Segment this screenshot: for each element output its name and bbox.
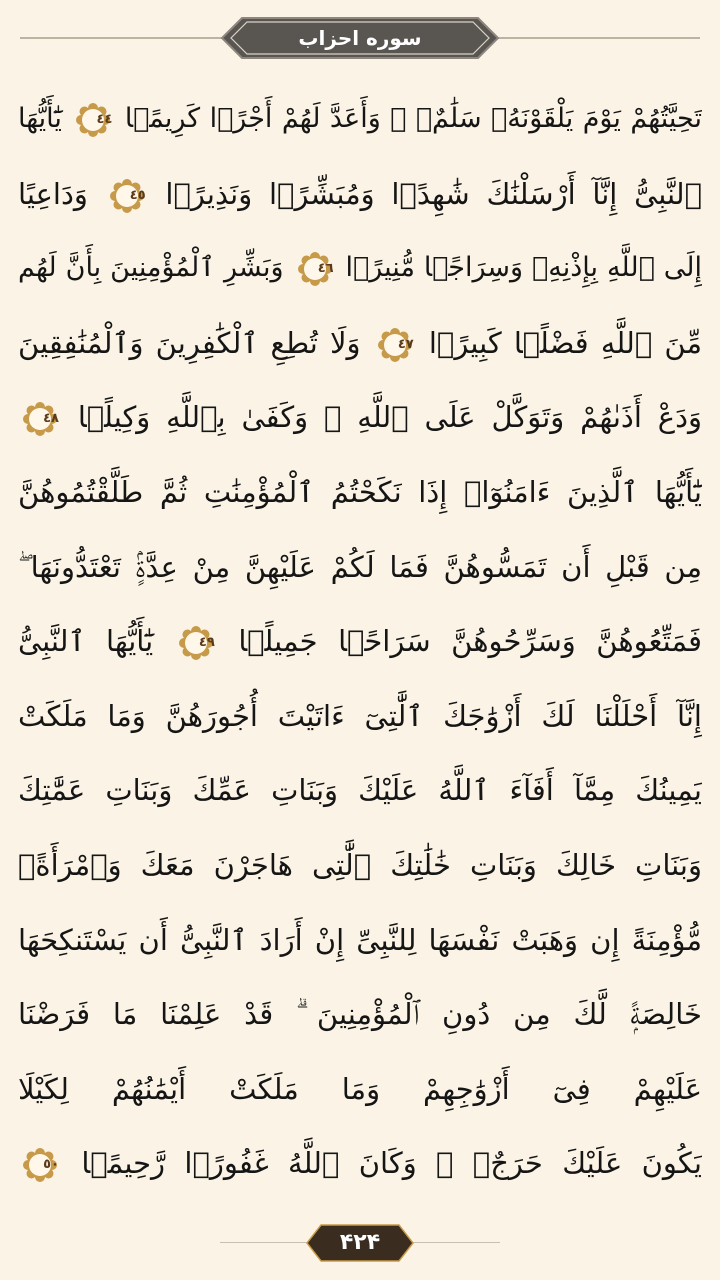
verse-text: يَٰٓأَيُّهَا [18,103,62,134]
verse-text: يَمِينُكَ مِمَّآ أَفَآءَ ٱللَّهُ عَلَيْكَ وَبَنَاتِ عَمِّكَ وَبَنَاتِ عَمَّٰتِكَ [18,773,702,808]
verse-text: إِنَّآ أَحْلَلْنَا لَكَ أَزْوَٰجَكَ ٱلَّٰتِىٓ ءَاتَيْتَ أُجُورَهُنَّ وَمَا مَلَكَتْ [18,698,702,733]
verse-text: يَكُونَ عَلَيْكَ حَرَجٌۭ ۗ وَكَانَ ٱللَّهُ غَفُورًۭا رَّحِيمًۭا [81,1146,702,1181]
text-line [18,679,702,754]
ayah-number: ٤٨ [43,411,59,427]
page-number: ۴۲۴ [339,1230,381,1255]
ayah-number-marker[interactable] [108,177,146,215]
page-footer [0,1215,720,1275]
text-line [18,82,702,157]
ayah-number-marker[interactable] [21,400,59,438]
text-line [18,455,702,530]
verse-text: وَدَاعِيًا [18,176,88,211]
ayah-number: ٤٥ [129,187,146,203]
text-line [18,231,702,306]
text-line [18,903,702,978]
verse-text: مِّنَ ٱللَّهِ فَضْلًۭا كَبِيرًۭا [428,325,702,360]
verse-text: عَلَيْهِمْ فِىٓ أَزْوَٰجِهِمْ وَمَا مَلَكَتْ أَيْمَٰنُهُمْ لِكَيْلَا [18,1071,702,1106]
text-line [18,604,702,679]
verse-text: وَبَشِّرِ ٱلْمُؤْمِنِينَ بِأَنَّ لَهُم [18,252,284,284]
ayah-number-marker[interactable] [177,624,215,662]
verse-text: ٱلنَّبِىُّ إِنَّآ أَرْسَلْنَٰكَ شَٰهِدًۭا وَمُبَشِّرًۭا وَنَذِيرًۭا [165,176,702,211]
text-line [18,530,702,605]
verse-text: إِلَى ٱللَّهِ بِإِذْنِهِۦ وَسِرَاجًۭا مُّنِيرًۭا [345,252,702,284]
page-number-badge [305,1223,415,1263]
ayah-number: ٥٠ [43,1157,59,1173]
surah-title-badge[interactable] [220,16,500,60]
ayah-number: ٤٧ [397,336,414,352]
ayah-number-marker[interactable] [376,326,414,364]
text-line [18,1126,702,1201]
text-line [18,1052,702,1127]
text-line [18,157,702,232]
verse-text: مُّؤْمِنَةً إِن وَهَبَتْ نَفْسَهَا لِلنَّبِىِّ إِنْ أَرَادَ ٱلنَّبِىُّ أَن يَسْتَنكِحَهَا [18,922,702,957]
text-line [18,380,702,455]
verse-text: وَلَا تُطِعِ ٱلْكَٰفِرِينَ وَٱلْمُنَٰفِقِينَ [18,325,361,360]
quran-page-text [18,82,702,1202]
text-line [18,977,702,1052]
verse-text: مِن قَبْلِ أَن تَمَسُّوهُنَّ فَمَا لَكُمْ عَلَيْهِنَّ مِنْ عِدَّةٍۢ تَعْتَدُّونَهَا ۖ [18,549,702,584]
text-line [18,828,702,903]
surah-name: سوره احزاب [298,26,422,50]
verse-text: وَبَنَاتِ خَالِكَ وَبَنَاتِ خَٰلَٰتِكَ ٱلَّٰتِى هَاجَرْنَ مَعَكَ وَٱمْرَأَةًۭ [18,847,702,882]
verse-text: وَدَعْ أَذَىٰهُمْ وَتَوَكَّلْ عَلَى ٱللَّهِ ۚ وَكَفَىٰ بِٱللَّهِ وَكِيلًۭا [77,400,702,435]
ayah-number-marker[interactable] [74,101,112,139]
verse-text: فَمَتِّعُوهُنَّ وَسَرِّحُوهُنَّ سَرَاحًۭا جَمِيلًۭا [238,624,702,659]
verse-text: يَٰٓأَيُّهَا ٱلَّذِينَ ءَامَنُوٓا۟ إِذَا نَكَحْتُمُ ٱلْمُؤْمِنَٰتِ ثُمَّ طَلَّقْتُمُوهُنَّ [18,474,702,509]
page-header [0,0,720,70]
verse-text: خَالِصَةًۭ لَّكَ مِن دُونِ ٱلْمُؤْمِنِينَ ۗ قَدْ عَلِمْنَا مَا فَرَضْنَا [18,997,702,1032]
verse-text: تَحِيَّتُهُمْ يَوْمَ يَلْقَوْنَهُۥ سَلَٰمٌۭ ۚ وَأَعَدَّ لَهُمْ أَجْرًۭا كَرِيمًۭا [124,103,702,134]
ayah-number-marker[interactable] [21,1146,59,1184]
ayah-number-marker[interactable] [296,250,334,288]
text-line [18,306,702,381]
verse-text: يَٰٓأَيُّهَا ٱلنَّبِىُّ [18,624,154,659]
ayah-number: ٤٩ [198,635,215,651]
ayah-number: ٤٤ [96,111,113,127]
ayah-number: ٤٦ [317,260,334,276]
text-line [18,753,702,828]
